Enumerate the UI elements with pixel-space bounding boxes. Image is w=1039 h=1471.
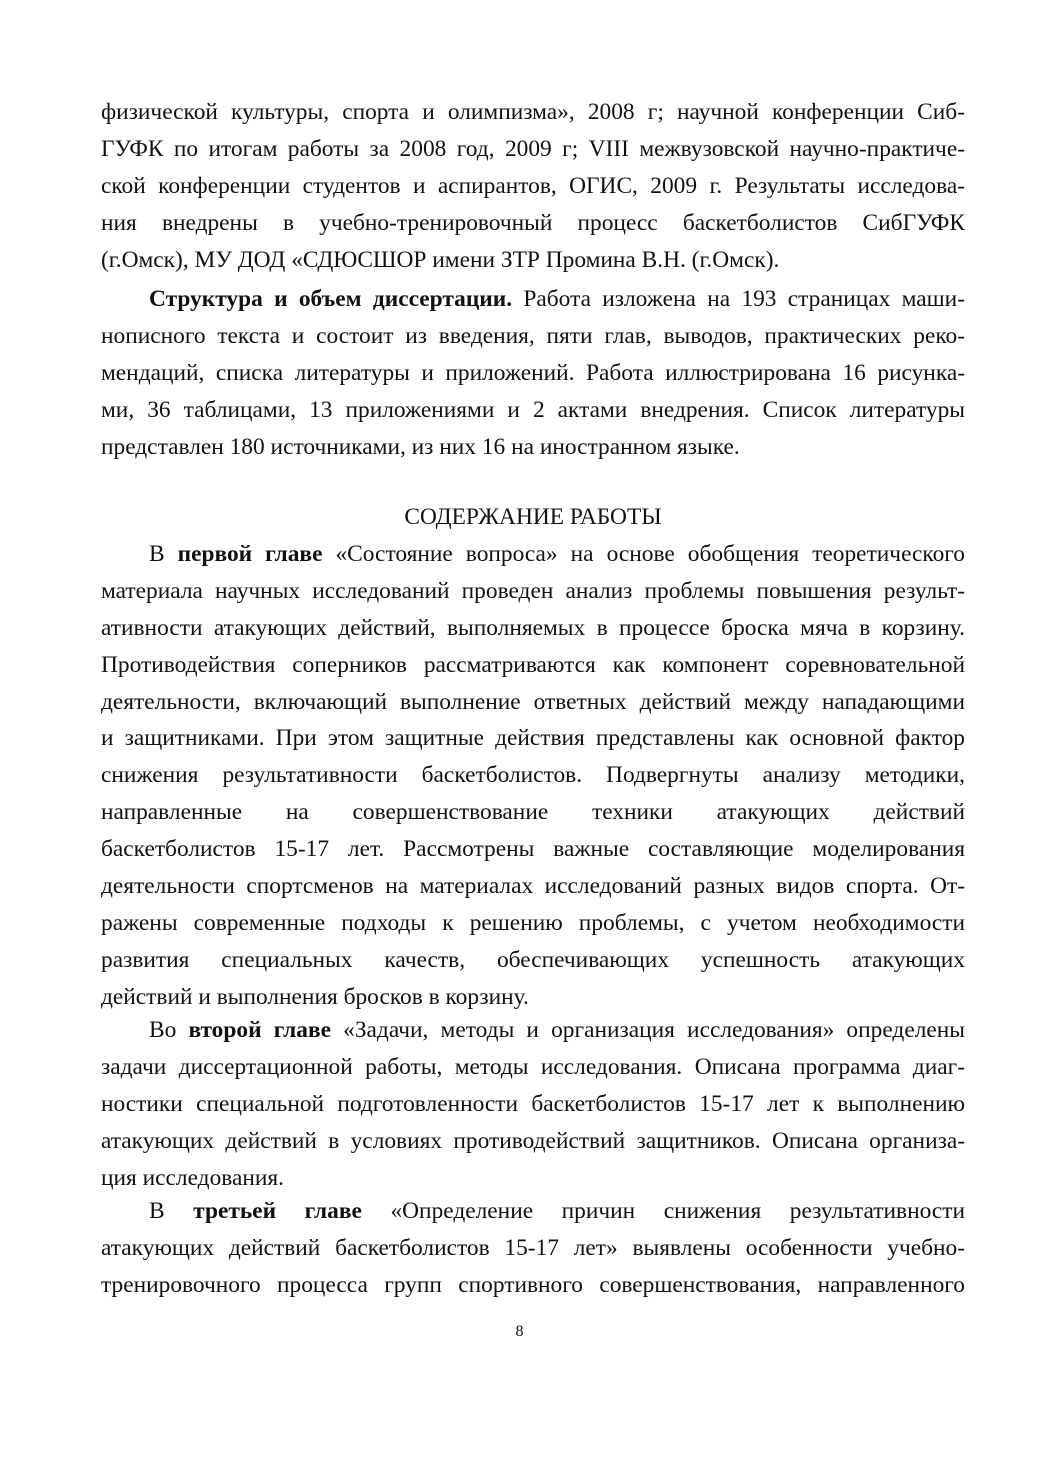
paragraph-chapter-one (101, 536, 965, 1016)
text-line: развития специальных качеств, обеспечивающих успешность атакующих (101, 946, 965, 973)
text-line: снижения результативности баскетболистов. Подвергнуты анализу методики, (101, 762, 965, 789)
text-line: ностики специальной подготовленности баскетболистов 15-17 лет к выполнению (101, 1090, 965, 1117)
text-line: ражены современные подходы к решению проблемы, с учетом необходимости (101, 909, 965, 936)
text-run: В (149, 1198, 194, 1224)
text-line: мендаций, списка литературы и приложений. Работа иллюстрирована 16 рисунка- (101, 359, 965, 386)
text-line: атакующих действий баскетболистов 15-17 лет» выявлены особенности учебно- (101, 1234, 965, 1261)
page-number: 8 (515, 1323, 524, 1340)
text-line (101, 1193, 965, 1230)
text-line: действий и выполнения бросков в корзину. (101, 983, 529, 1010)
text-line: ми, 36 таблицами, 13 приложениями и 2 актами внедрения. Список литературы (101, 396, 965, 423)
text-run: В (149, 541, 178, 567)
text-line: тренировочного процесса групп спортивного совершенствования, направленного (101, 1271, 965, 1298)
bold-term: третьей главе (193, 1198, 362, 1224)
bold-term: первой главе (177, 541, 323, 567)
text-line: и защитниками. При этом защитные действия представлены как основной фактор (101, 725, 965, 752)
paragraph-chapter-three (101, 1193, 965, 1304)
paragraph-chapter-two (101, 1012, 965, 1196)
text-line: ния внедрены в учебно-тренировочный процесс баскетболистов СибГУФК (101, 209, 965, 236)
bold-term: второй главе (188, 1017, 331, 1043)
text-line: атакующих действий в условиях противодействий защитников. Описана организа- (101, 1127, 965, 1154)
bold-lead: Структура и объем диссертации. (149, 286, 513, 312)
text-line: Противодействия соперников рассматриваются как компонент соревновательной (101, 651, 965, 678)
text-line: ГУФК по итогам работы за 2008 год, 2009 г; VIII межвузовской научно-практиче- (101, 135, 965, 162)
text-line (101, 1012, 965, 1049)
text-line: направленные на совершенствование техники атакующих действий (101, 799, 965, 826)
text-line: задачи диссертационной работы, методы исследования. Описана программа диаг- (101, 1053, 965, 1080)
text-line: ской конференции студентов и аспирантов, ОГИС, 2009 г. Результаты исследова- (101, 172, 965, 199)
text-line: материала научных исследований проведен анализ проблемы повышения результ- (101, 577, 965, 604)
text-line: представлен 180 источниками, из них 16 на иностранном языке. (101, 433, 740, 460)
text-run: Работа изложена на 193 страницах маши- (512, 286, 965, 312)
text-line: (г.Омск), МУ ДОД «СДЮСШОР имени ЗТР Промина В.Н. (г.Омск). (101, 246, 780, 273)
text-run: «Задачи, методы и организация исследования» определены (330, 1017, 965, 1043)
text-line (101, 281, 965, 318)
text-run: «Определение причин снижения результативности (361, 1198, 965, 1224)
text-line: деятельности, включающий выполнение ответных действий между нападающими (101, 688, 965, 715)
text-line: баскетболистов 15-17 лет. Рассмотрены важные составляющие моделирования (101, 836, 965, 863)
text-line: нописного текста и состоит из введения, пяти глав, выводов, практических реко- (101, 322, 965, 349)
text-run: «Состояние вопроса» на основе обобщения теоретического (322, 541, 965, 567)
text-line: деятельности спортсменов на материалах исследований разных видов спорта. От- (101, 873, 965, 900)
paragraph-structure (101, 281, 965, 465)
paragraph-publications (101, 94, 965, 278)
text-line: ция исследования. (101, 1164, 285, 1191)
text-line: ативности атакующих действий, выполняемых в процессе броска мяча в корзину. (101, 614, 965, 641)
text-line (101, 536, 965, 573)
section-heading: СОДЕРЖАНИЕ РАБОТЫ (404, 504, 662, 530)
text-line: физической культуры, спорта и олимпизма», 2008 г; научной конференции Сиб- (101, 99, 965, 125)
text-run: Во (149, 1017, 189, 1043)
